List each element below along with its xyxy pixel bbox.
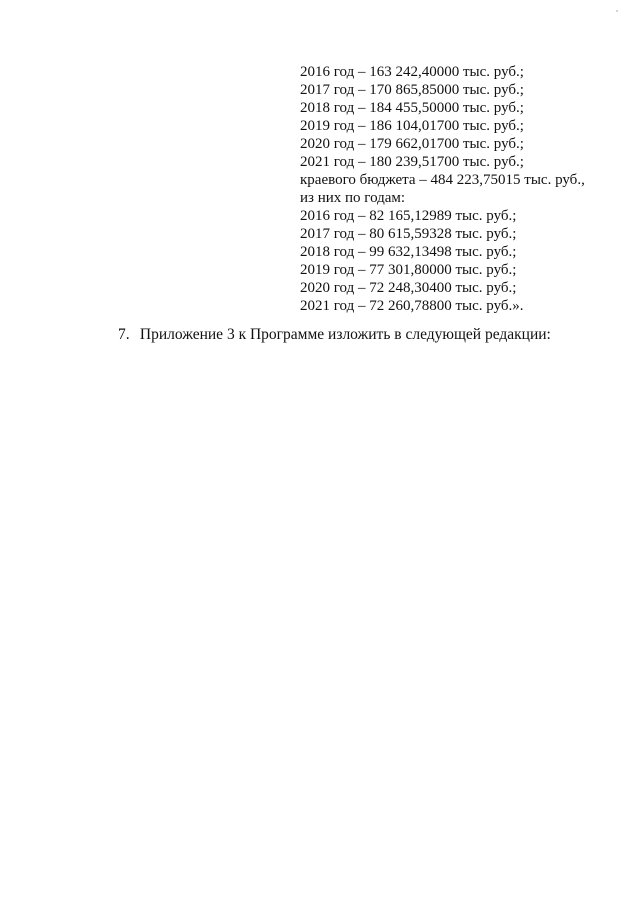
regional-line-2020: 2020 год – 72 248,30400 тыс. руб.; <box>300 280 517 296</box>
funding-line-2016: 2016 год – 163 242,40000 тыс. руб.; <box>300 64 524 80</box>
regional-budget-total: краевого бюджета – 484 223,75015 тыс. руб., <box>300 172 585 188</box>
funding-line-2021: 2021 год – 180 239,51700 тыс. руб.; <box>300 154 524 170</box>
funding-line-2019: 2019 год – 186 104,01700 тыс. руб.; <box>300 118 524 134</box>
regional-line-2017: 2017 год – 80 615,59328 тыс. руб.; <box>300 226 517 242</box>
regional-line-2021: 2021 год – 72 260,78800 тыс. руб.». <box>300 298 524 314</box>
regional-line-2019: 2019 год – 77 301,80000 тыс. руб.; <box>300 262 517 278</box>
regional-line-2018: 2018 год – 99 632,13498 тыс. руб.; <box>300 244 517 260</box>
funding-by-years-block <box>300 63 620 315</box>
funding-line-2017: 2017 год – 170 865,85000 тыс. руб.; <box>300 82 524 98</box>
by-years-caption: из них по годам: <box>300 190 406 206</box>
section-text: Приложение 3 к Программе изложить в следующей редакции: <box>139 326 551 343</box>
regional-line-2016: 2016 год – 82 165,12989 тыс. руб.; <box>300 208 517 224</box>
funding-line-2020: 2020 год – 179 662,01700 тыс. руб.; <box>300 136 524 152</box>
section-number: 7. <box>118 326 130 343</box>
section-7-paragraph <box>118 326 618 344</box>
scan-mark <box>616 10 618 12</box>
funding-line-2018: 2018 год – 184 455,50000 тыс. руб.; <box>300 100 524 116</box>
